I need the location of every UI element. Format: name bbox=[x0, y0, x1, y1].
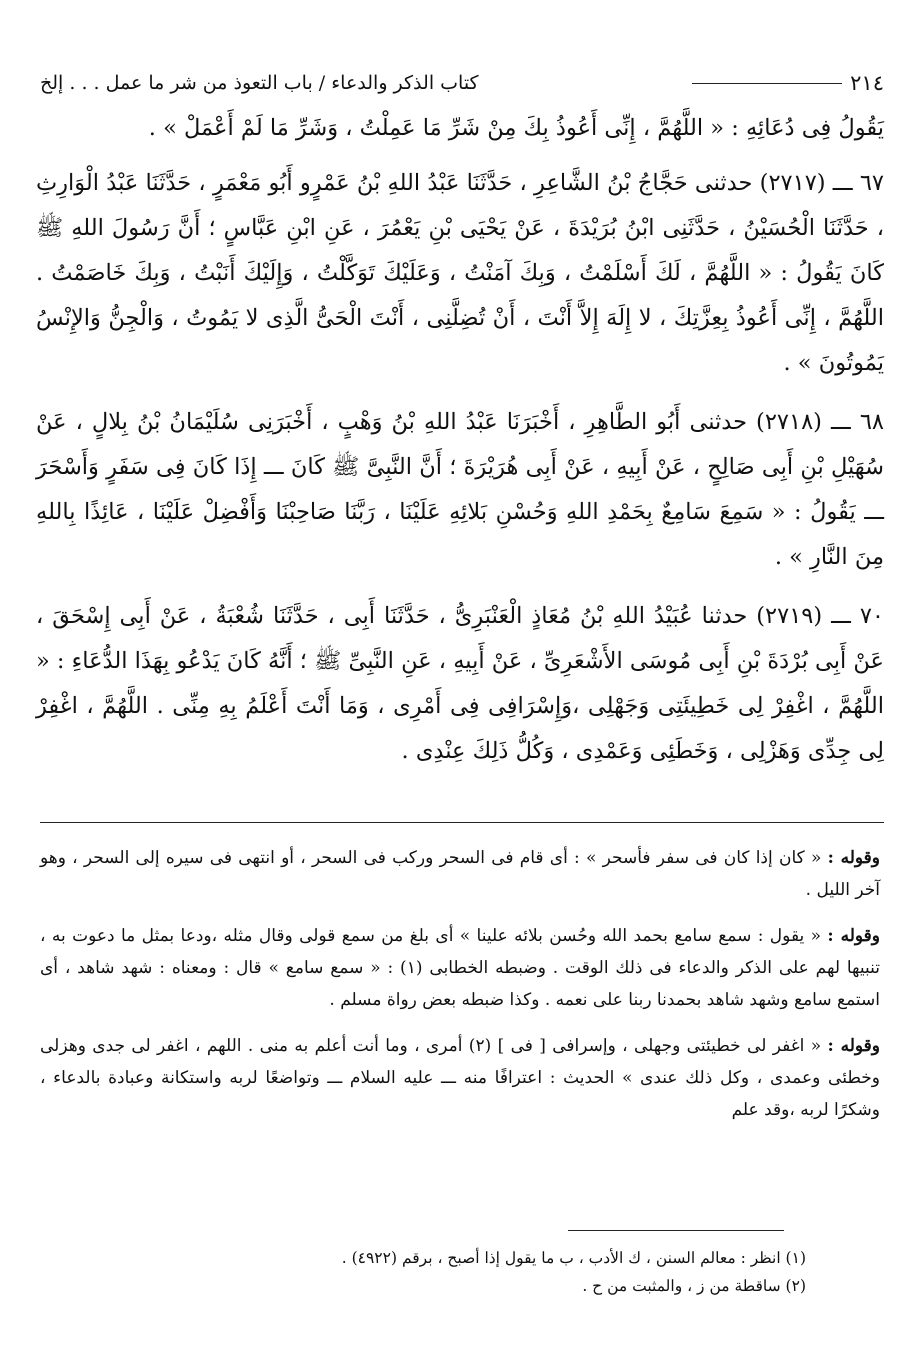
commentary-keyword: وقوله : bbox=[827, 926, 880, 946]
hadith-continuation: يَقُولُ فِى دُعَائِهِ : « اللَّهُمَّ ، إِنِّى أَعُوذُ بِكَ مِنْ شَرِّ مَا عَمِلْتُ ، وَشَرِّ مَا لَمْ أَعْمَلْ » . bbox=[148, 115, 884, 141]
commentary-text: « اغفر لى خطيئتى وجهلى ، وإسرافى [ فى ] (٢) أمرى ، وما أنت أعلم به منى . اللهم ، اغفر لى جدى وهزلى وخطئى وعمدى ، وكل ذلك عندى » الحديث : اعترافًا منه ـــ عليه السلام ـــ وتواضعًا لربه واستكانة وعبادة بالدعاء ، وشكرًا لربه ،وقد علم bbox=[40, 1036, 880, 1120]
running-header bbox=[40, 66, 884, 100]
commentary-keyword: وقوله : bbox=[827, 1036, 881, 1056]
commentary-keyword: وقوله : bbox=[827, 848, 881, 868]
running-title: كتاب الذكر والدعاء / باب التعوذ من شر ما عمل . . . إلخ bbox=[40, 72, 479, 94]
commentary bbox=[40, 842, 880, 1140]
hadith-70: ٧٠ ـــ (٢٧١٩) حدثنا عُبَيْدُ اللهِ بْنُ مُعَاذٍ الْعَنْبَرِىُّ ، حَدَّثَنَا أَبِى ، حَدَّثَنَا شُعْبَةُ ، عَنْ أَبِى إِسْحَقَ ، عَنْ أَبِى بُرْدَةَ بْنِ أَبِى مُوسَى الأَشْعَرِىِّ ، عَنْ أَبِيهِ ، عَنِ النَّبِىِّ ﷺ ؛ أَنَّهُ كَانَ يَدْعُو بِهَذَا الدُّعَاءِ : « اللَّهُمَّ ، اغْفِرْ لِى خَطِيئَتِى وَجَهْلِى ،وَإِسْرَافِى فِى أَمْرِى ، وَمَا أَنْتَ أَعْلَمُ بِهِ مِنِّى . اللَّهُمَّ ، اغْفِرْ لِى جِدِّى وَهَزْلِى ، وَخَطَئِى وَعَمْدِى ، وَكُلُّ ذَلِكَ عِنْدِى . bbox=[36, 603, 885, 764]
page-number: ٢١٤ bbox=[850, 71, 884, 95]
footnotes bbox=[40, 1244, 806, 1300]
hadith-68: ٦٨ ـــ (٢٧١٨) حدثنى أَبُو الطَّاهِرِ ، أَخْبَرَنَا عَبْدُ اللهِ بْنُ وَهْبٍ ، أَخْبَرَنِى سُلَيْمَانُ بْنُ بِلالٍ ، عَنْ سُهَيْلِ بْنِ أَبِى صَالِحٍ ، عَنْ أَبِيهِ ، عَنْ أَبِى هُرَيْرَةَ ؛ أَنَّ النَّبِىَّ ﷺ كَانَ ـــ إِذَا كَانَ فِى سَفَرٍ وَأَسْحَرَ ـــ يَقُولُ : « سَمِعَ سَامِعٌ بِحَمْدِ اللهِ وَحُسْنِ بَلائِهِ عَلَيْنَا ، رَبَّنَا صَاحِبْنَا وَأَفْضِلْ عَلَيْنَا ، عَائِذًا بِاللهِ مِنَ النَّارِ » . bbox=[36, 409, 884, 570]
hadith-text bbox=[36, 106, 884, 788]
hadith-67: ٦٧ ـــ (٢٧١٧) حدثنى حَجَّاجُ بْنُ الشَّاعِرِ ، حَدَّثَنَا عَبْدُ اللهِ بْنُ عَمْرٍو أَبُو مَعْمَرٍ ، حَدَّثَنَا عَبْدُ الْوَارِثِ ، حَدَّثَنَا الْحُسَيْنُ ، حَدَّثَنِى ابْنُ بُرَيْدَةَ ، عَنْ يَحْيَى بْنِ يَعْمُرَ ، عَنِ ابْنِ عَبَّاسٍ ؛ أَنَّ رَسُولَ اللهِ ﷺ كَانَ يَقُولُ : « اللَّهُمَّ ، لَكَ أَسْلَمْتُ ، وَبِكَ آمَنْتُ ، وَعَلَيْكَ تَوَكَّلْتُ ، وَإِلَيْكَ أَنَبْتُ ، وَبِكَ خَاصَمْتُ . اللَّهُمَّ ، إِنِّى أَعُوذُ بِعِزَّتِكَ ، لا إِلَهَ إِلاَّ أَنْتَ ، أَنْ تُضِلَّنِى ، أَنْتَ الْحَىُّ الَّذِى لا يَمُوتُ ، وَالْجِنُّ وَالإِنْسُ يَمُوتُونَ » . bbox=[36, 170, 885, 376]
footnote-2: (٢) ساقطة من ز ، والمثبت من ح . bbox=[582, 1277, 806, 1295]
commentary-paragraph bbox=[40, 842, 880, 906]
commentary-paragraph bbox=[40, 920, 880, 1016]
commentary-text: « يقول : سمع سامع بحمد الله وحُسن بلائه علينا » أى بلغ من سمع قولى وقال مثله ،ودعا بمثل ما دعوت به ، تنبيها لهم على الذكر والدعاء فى ذلك الوقت . وضبطه الخطابى (١) : « سمع سامع » قال : ومعناه : شهد شاهد ، أى استمع سامع وشهد شاهد بحمدنا ربنا على نعمه . وكذا ضبطه بعض رواة مسلم . bbox=[40, 926, 880, 1010]
commentary-separator bbox=[40, 822, 884, 823]
commentary-text: « كان إذا كان فى سفر فأسحر » : أى قام فى السحر وركب فى السحر ، أو انتهى فى سيره إلى السحر ، وهو آخر الليل . bbox=[40, 848, 880, 900]
footnote-1: (١) انظر : معالم السنن ، ك الأدب ، ب ما يقول إذا أصبح ، برقم (٤٩٢٢) . bbox=[341, 1249, 806, 1267]
footnote-separator bbox=[568, 1230, 784, 1231]
commentary-paragraph bbox=[40, 1030, 880, 1126]
header-rule bbox=[692, 83, 842, 84]
